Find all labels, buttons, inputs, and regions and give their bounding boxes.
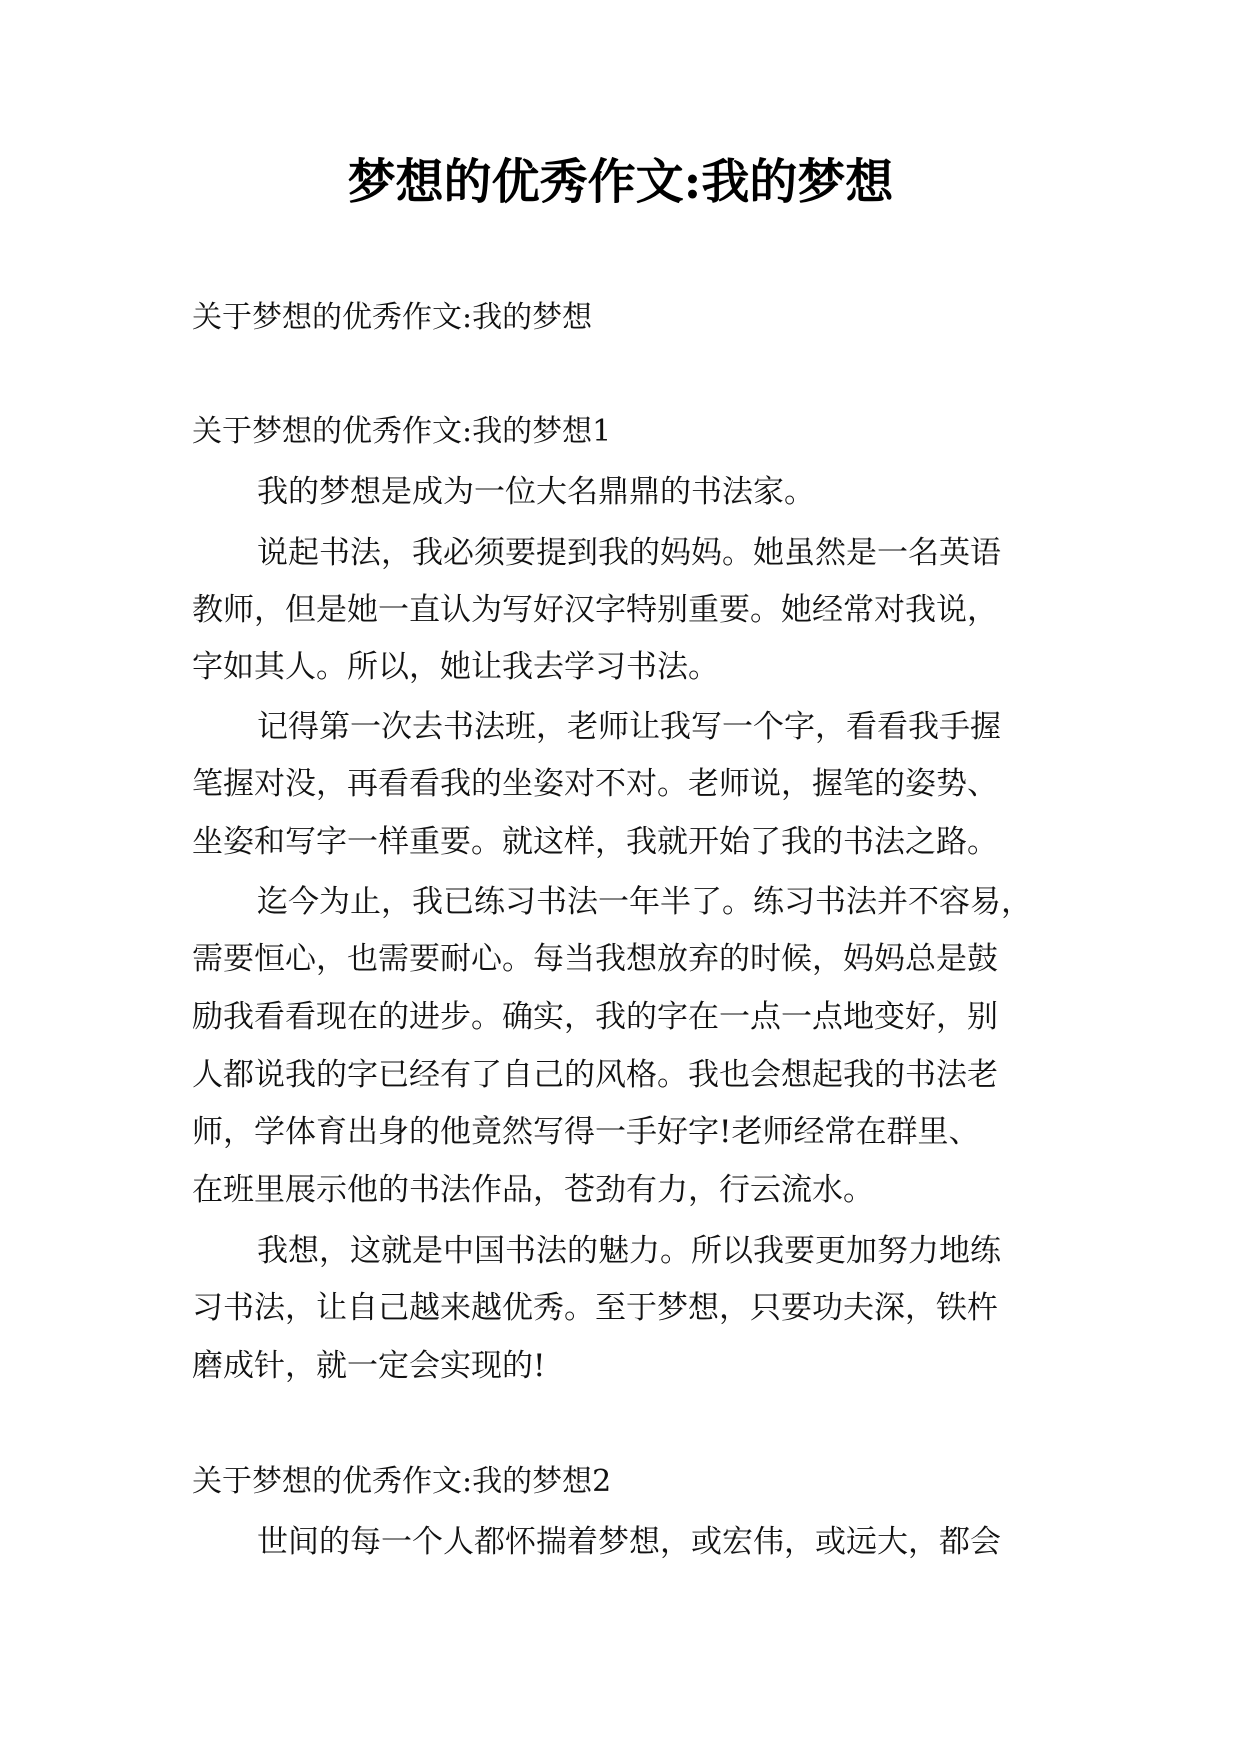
paragraph-line: 我的梦想是成为一位大名鼎鼎的书法家。 xyxy=(257,474,815,510)
document-subtitle: 关于梦想的优秀作文:我的梦想 xyxy=(192,300,593,335)
document-title: 梦想的优秀作文:我的梦想 xyxy=(347,154,894,210)
paragraph-line: 记得第一次去书法班，老师让我写一个字，看看我手握 xyxy=(257,709,1001,745)
section-2-heading: 关于梦想的优秀作文:我的梦想2 xyxy=(192,1464,612,1499)
paragraph-line: 教师，但是她一直认为写好汉字特别重要。她经常对我说， xyxy=(192,592,998,628)
paragraph-line: 师，学体育出身的他竟然写得一手好字!老师经常在群里、 xyxy=(192,1114,980,1150)
paragraph-line: 在班里展示他的书法作品，苍劲有力，行云流水。 xyxy=(192,1172,874,1208)
paragraph-line: 人都说我的字已经有了自己的风格。我也会想起我的书法老 xyxy=(192,1057,998,1093)
section-1-heading: 关于梦想的优秀作文:我的梦想1 xyxy=(192,414,612,449)
paragraph-line: 我想，这就是中国书法的魅力。所以我要更加努力地练 xyxy=(257,1233,1001,1269)
paragraph-line: 习书法，让自己越来越优秀。至于梦想，只要功夫深，铁杵 xyxy=(192,1290,998,1326)
paragraph-line: 励我看看现在的进步。确实，我的字在一点一点地变好，别 xyxy=(192,999,998,1035)
paragraph-line: 需要恒心，也需要耐心。每当我想放弃的时候，妈妈总是鼓 xyxy=(192,941,998,977)
paragraph-line: 字如其人。所以，她让我去学习书法。 xyxy=(192,649,719,685)
paragraph-line: 说起书法，我必须要提到我的妈妈。她虽然是一名英语 xyxy=(257,535,1001,571)
paragraph-line: 世间的每一个人都怀揣着梦想，或宏伟，或远大，都会 xyxy=(257,1524,1001,1560)
paragraph-line: 迄今为止，我已练习书法一年半了。练习书法并不容易， xyxy=(257,884,1032,920)
paragraph-line: 磨成针，就一定会实现的! xyxy=(192,1348,546,1384)
paragraph-line: 笔握对没，再看看我的坐姿对不对。老师说，握笔的姿势、 xyxy=(192,766,998,802)
paragraph-line: 坐姿和写字一样重要。就这样，我就开始了我的书法之路。 xyxy=(192,824,998,860)
